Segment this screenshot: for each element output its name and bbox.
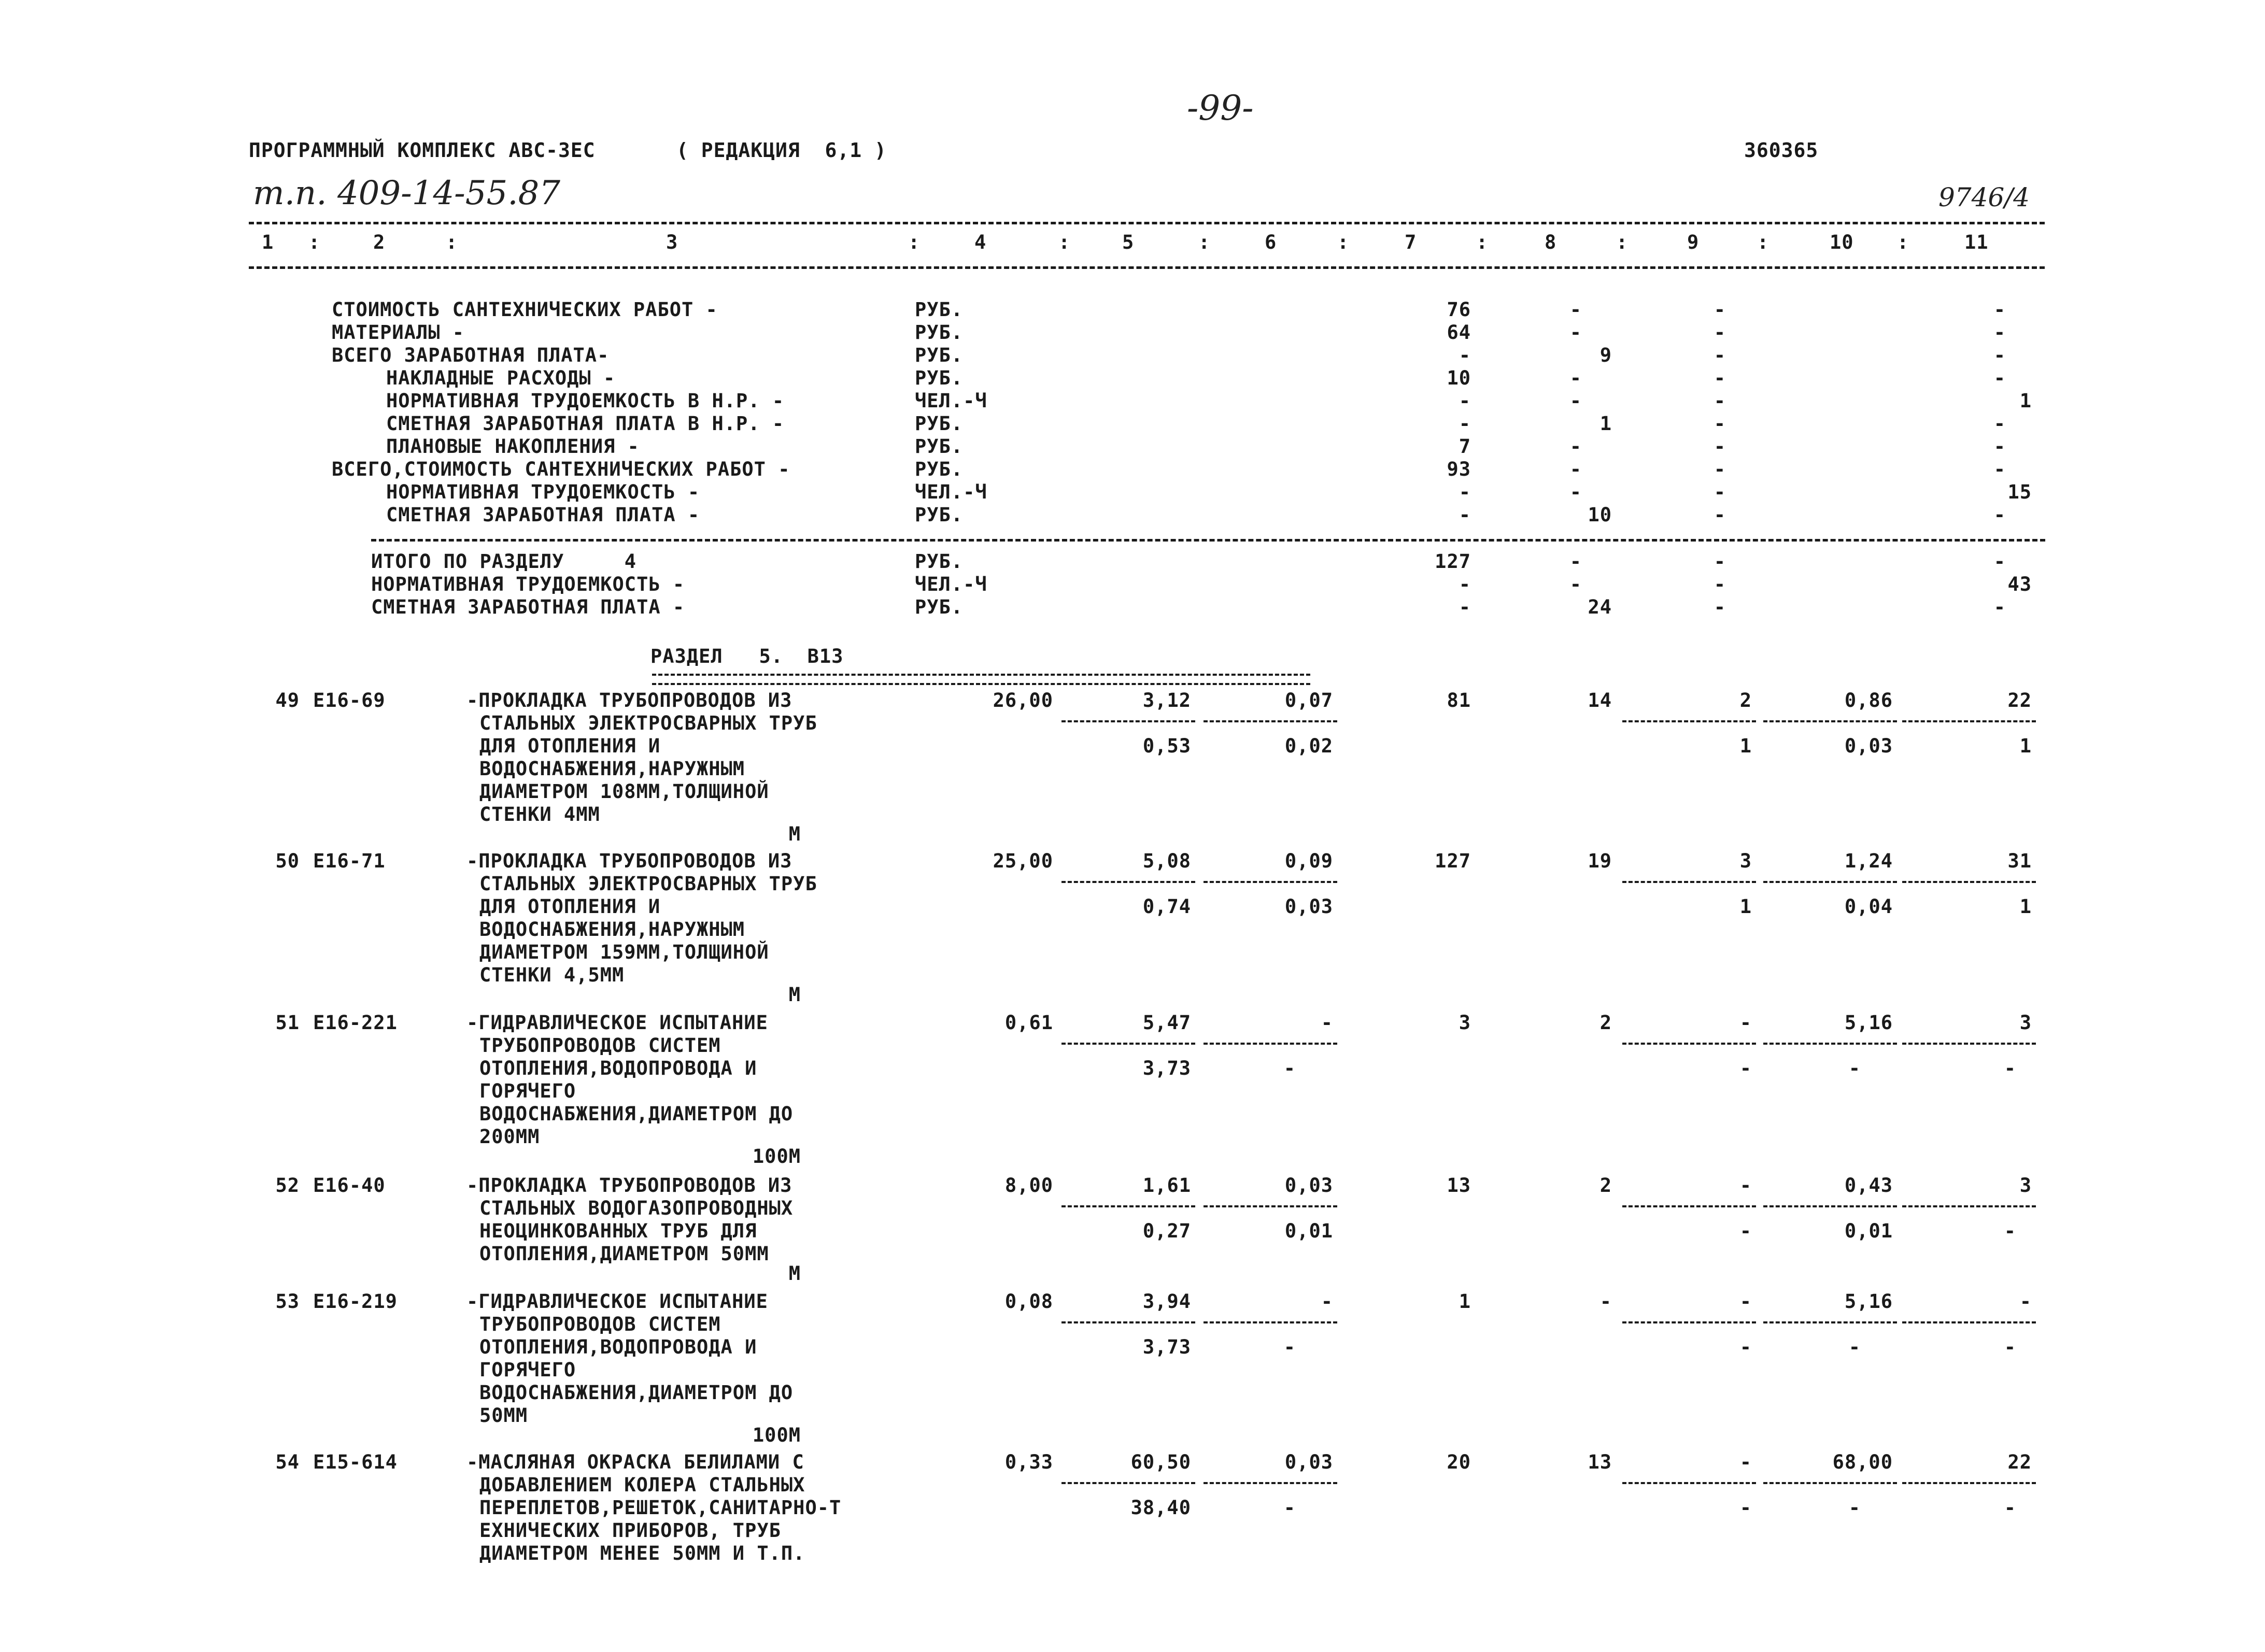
cell-divider [1204,881,1337,883]
item-c6: 0,07 [1284,689,1333,711]
item-c4: 8,00 [1004,1174,1053,1197]
item-c5-sub: 3,73 [1142,1336,1191,1358]
edition-label: ( РЕДАКЦИЯ 6,1 ) [676,139,887,162]
item-c11-sub: - [2004,1336,2016,1358]
cell-divider [1622,720,1756,722]
item-c6-sub: - [1283,1336,1296,1358]
item-c5-sub: 0,53 [1142,735,1191,757]
summary-c11: - [1993,458,2006,480]
summary-c8: - [1569,390,1582,412]
summary-c8: 10 [1588,504,1612,526]
item-description-line: ГОРЯЧЕГО [479,1080,576,1102]
cell-divider [1622,1482,1756,1484]
item-description-line: -ГИДРАВЛИЧЕСКОЕ ИСПЫТАНИЕ [466,1290,768,1313]
item-c7: 13 [1447,1174,1471,1197]
item-c6: - [1321,1290,1333,1313]
summary-c8: - [1569,458,1582,480]
cell-divider [1763,1043,1897,1045]
item-c4: 0,33 [1004,1451,1053,1473]
summary-c9: - [1714,412,1726,435]
item-code: Е16-69 [313,689,386,711]
item-c6: 0,09 [1284,850,1333,872]
col-sep: : [1476,231,1489,253]
item-description-line: ДИАМЕТРОМ 159ММ,ТОЛЩИНОЙ [479,941,769,963]
totals-c8: 24 [1588,596,1612,618]
section-underline [652,674,1310,685]
item-code: Е16-221 [313,1012,398,1034]
summary-c11: - [1993,321,2006,344]
summary-unit: РУБ. [915,321,964,344]
item-c10: 0,43 [1844,1174,1893,1197]
summary-c7: - [1459,344,1471,366]
item-description-line: ОТОПЛЕНИЯ,ДИАМЕТРОМ 50ММ [479,1243,769,1265]
item-c5: 3,94 [1142,1290,1191,1313]
summary-label: СТОИМОСТЬ САНТЕХНИЧЕСКИХ РАБОТ - [332,298,718,321]
item-number: 51 [275,1012,300,1034]
summary-label: НАКЛАДНЫЕ РАСХОДЫ - [386,367,616,389]
item-c10-sub: 0,01 [1844,1220,1893,1242]
item-c6-sub: - [1283,1497,1296,1519]
cell-divider [1061,1321,1195,1323]
summary-c9: - [1714,298,1726,321]
summary-c9: - [1714,435,1726,458]
item-c5-sub: 3,73 [1142,1057,1191,1079]
col-7: 7 [1405,231,1417,253]
col-sep: : [1337,231,1350,253]
totals-c7: - [1459,573,1471,595]
summary-c8: 1 [1599,412,1612,435]
item-c11-sub: - [2004,1057,2016,1079]
item-c10: 68,00 [1832,1451,1893,1473]
summary-c9: - [1714,458,1726,480]
item-description-line: ТРУБОПРОВОДОВ СИСТЕМ [479,1313,721,1335]
item-c7: 127 [1435,850,1471,872]
item-c10-sub: 0,03 [1844,735,1893,757]
summary-label: НОРМАТИВНАЯ ТРУДОЕМКОСТЬ В Н.Р. - [386,390,785,412]
item-description-line: ДИАМЕТРОМ МЕНЕЕ 50ММ И Т.П. [479,1542,805,1564]
summary-unit: РУБ. [915,435,964,458]
header-rule-bottom [249,266,2045,269]
col-3: 3 [666,231,678,253]
cell-divider [1902,1321,2036,1323]
col-9: 9 [1687,231,1700,253]
item-description-line: ВОДОСНАБЖЕНИЯ,ДИАМЕТРОМ ДО [479,1103,794,1125]
summary-c8: - [1569,298,1582,321]
item-description-line: ВОДОСНАБЖЕНИЯ,ДИАМЕТРОМ ДО [479,1382,794,1404]
section-title: РАЗДЕЛ 5. В13 [650,645,844,667]
col-2: 2 [373,231,386,253]
cell-divider [1204,1205,1337,1207]
col-10: 10 [1830,231,1854,253]
summary-unit: РУБ. [915,458,964,480]
doc-code: 360365 [1744,139,1819,162]
item-c9-sub: 1 [1739,735,1752,757]
item-c10-sub: - [1848,1057,1861,1079]
totals-unit: РУБ. [915,596,964,618]
cell-divider [1204,1482,1337,1484]
summary-c8: 9 [1599,344,1612,366]
item-c9-sub: - [1739,1057,1752,1079]
totals-c9: - [1714,596,1726,618]
item-c8: - [1599,1290,1612,1313]
item-c6: 0,03 [1284,1174,1333,1197]
summary-c11: 15 [2007,481,2032,503]
item-c7: 1 [1459,1290,1471,1313]
item-c9: 3 [1739,850,1752,872]
summary-label: НОРМАТИВНАЯ ТРУДОЕМКОСТЬ - [386,481,700,503]
item-number: 49 [275,689,300,711]
item-c11: 31 [2007,850,2032,872]
col-sep: : [446,231,458,253]
item-c5-sub: 0,74 [1142,895,1191,918]
item-c5: 5,47 [1142,1012,1191,1034]
summary-c11: 1 [2019,390,2032,412]
item-description-line: ТРУБОПРОВОДОВ СИСТЕМ [479,1034,721,1057]
item-description-line: -ПРОКЛАДКА ТРУБОПРОВОДОВ ИЗ [466,689,792,711]
col-sep: : [1757,231,1769,253]
summary-c7: 93 [1447,458,1471,480]
summary-c9: - [1714,344,1726,366]
summary-c9: - [1714,367,1726,389]
cell-divider [1622,1043,1756,1045]
cell-divider [1763,1205,1897,1207]
summary-c8: - [1569,481,1582,503]
summary-c7: 76 [1447,298,1471,321]
item-number: 53 [275,1290,300,1313]
item-c11: 3 [2019,1174,2032,1197]
item-c6-sub: - [1283,1057,1296,1079]
cell-divider [1204,1043,1337,1045]
item-description-line: ДЛЯ ОТОПЛЕНИЯ И [479,735,661,757]
item-c9: - [1739,1290,1752,1313]
summary-c8: - [1569,367,1582,389]
item-c4: 26,00 [993,689,1053,711]
item-description-line: -ПРОКЛАДКА ТРУБОПРОВОДОВ ИЗ [466,850,792,872]
item-c11: 22 [2007,689,2032,711]
summary-label: МАТЕРИАЛЫ - [332,321,465,344]
item-c11: - [2019,1290,2032,1313]
totals-c11: - [1993,550,2006,573]
summary-unit: РУБ. [915,367,964,389]
cell-divider [1061,1205,1195,1207]
summary-c8: - [1569,321,1582,344]
totals-rule [371,539,2045,542]
summary-c11: - [1993,344,2006,366]
cell-divider [1061,1482,1195,1484]
totals-c9: - [1714,550,1726,573]
item-c7: 20 [1447,1451,1471,1473]
item-c9-sub: - [1739,1220,1752,1242]
item-c4: 0,61 [1004,1012,1053,1034]
cell-divider [1902,1482,2036,1484]
item-c11-sub: - [2004,1220,2016,1242]
cell-divider [1622,881,1756,883]
item-c6: 0,03 [1284,1451,1333,1473]
project-ref: т.п. 409-14-55.87 [253,174,560,212]
item-description-line: СТАЛЬНЫХ ЭЛЕКТРОСВАРНЫХ ТРУБ [479,873,817,895]
summary-c7: - [1459,481,1471,503]
cell-divider [1902,720,2036,722]
totals-unit: ЧЕЛ.-Ч [915,573,987,595]
summary-unit: РУБ. [915,504,964,526]
item-c10: 0,86 [1844,689,1893,711]
item-unit: 100М [752,1145,801,1167]
summary-c7: 10 [1447,367,1471,389]
item-c10-sub: - [1848,1497,1861,1519]
item-c9-sub: - [1739,1497,1752,1519]
cell-divider [1061,881,1195,883]
col-4: 4 [974,231,987,253]
totals-c7: 127 [1435,550,1471,573]
totals-c8: - [1569,550,1582,573]
summary-c8: - [1569,435,1582,458]
summary-unit: ЧЕЛ.-Ч [915,390,987,412]
item-description-line: -ПРОКЛАДКА ТРУБОПРОВОДОВ ИЗ [466,1174,792,1197]
cell-divider [1902,1043,2036,1045]
item-c6-sub: 0,02 [1284,735,1333,757]
item-description-line: ВОДОСНАБЖЕНИЯ,НАРУЖНЫМ [479,758,745,780]
cell-divider [1204,720,1337,722]
cell-divider [1622,1321,1756,1323]
col-sep: : [908,231,921,253]
item-number: 54 [275,1451,300,1473]
item-c10-sub: 0,04 [1844,895,1893,918]
item-description-line: СТЕНКИ 4,5ММ [479,964,625,986]
summary-label: ПЛАНОВЫЕ НАКОПЛЕНИЯ - [386,435,640,458]
item-description-line: ОТОПЛЕНИЯ,ВОДОПРОВОДА И [479,1057,757,1079]
item-code: Е15-614 [313,1451,398,1473]
item-c9-sub: 1 [1739,895,1752,918]
item-description-line: ГОРЯЧЕГО [479,1359,576,1381]
item-c11: 3 [2019,1012,2032,1034]
summary-c11: - [1993,367,2006,389]
item-c5-sub: 0,27 [1142,1220,1191,1242]
totals-label: СМЕТНАЯ ЗАРАБОТНАЯ ПЛАТА - [371,596,685,618]
summary-c7: 7 [1459,435,1471,458]
summary-c7: - [1459,504,1471,526]
col-sep: : [1198,231,1211,253]
item-c5-sub: 38,40 [1130,1497,1191,1519]
item-c5: 3,12 [1142,689,1191,711]
summary-c11: - [1993,298,2006,321]
header-rule-top [249,222,2045,224]
item-c10: 5,16 [1844,1290,1893,1313]
summary-c7: - [1459,390,1471,412]
item-c9-sub: - [1739,1336,1752,1358]
col-sep: : [1058,231,1071,253]
col-1: 1 [262,231,274,253]
item-unit: М [788,984,801,1006]
summary-c11: - [1993,504,2006,526]
item-c5: 60,50 [1130,1451,1191,1473]
item-c9: - [1739,1451,1752,1473]
summary-c11: - [1993,412,2006,435]
item-description-line: ВОДОСНАБЖЕНИЯ,НАРУЖНЫМ [479,918,745,941]
totals-c9: - [1714,573,1726,595]
item-c10: 5,16 [1844,1012,1893,1034]
summary-c9: - [1714,321,1726,344]
item-code: Е16-40 [313,1174,386,1197]
totals-c11: - [1993,596,2006,618]
item-c6-sub: 0,03 [1284,895,1333,918]
item-description-line: НЕОЦИНКОВАННЫХ ТРУБ ДЛЯ [479,1220,757,1242]
cell-divider [1763,1482,1897,1484]
col-sep: : [308,231,321,253]
summary-label: ВСЕГО ЗАРАБОТНАЯ ПЛАТА- [332,344,610,366]
item-description-line: СТАЛЬНЫХ ВОДОГАЗОПРОВОДНЫХ [479,1197,794,1219]
item-c5: 5,08 [1142,850,1191,872]
summary-unit: ЧЕЛ.-Ч [915,481,987,503]
totals-label: ИТОГО ПО РАЗДЕЛУ 4 [371,550,637,573]
col-11: 11 [1964,231,1989,253]
summary-c9: - [1714,504,1726,526]
item-c11-sub: - [2004,1497,2016,1519]
cell-divider [1902,1205,2036,1207]
summary-c9: - [1714,390,1726,412]
item-description-line: 50ММ [479,1404,528,1427]
program-title: ПРОГРАММНЫЙ КОМПЛЕКС АВС-3ЕС [249,139,596,162]
col-6: 6 [1265,231,1277,253]
cell-divider [1061,1043,1195,1045]
item-description-line: ДЛЯ ОТОПЛЕНИЯ И [479,895,661,918]
summary-c9: - [1714,481,1726,503]
item-c4: 0,08 [1004,1290,1053,1313]
item-unit: М [788,823,801,845]
item-c11-sub: 1 [2019,735,2032,757]
item-c8: 13 [1588,1451,1612,1473]
item-c9: - [1739,1174,1752,1197]
cell-divider [1622,1205,1756,1207]
item-c6: - [1321,1012,1333,1034]
item-description-line: -МАСЛЯНАЯ ОКРАСКА БЕЛИЛАМИ С [466,1451,804,1473]
totals-c7: - [1459,596,1471,618]
item-c11: 22 [2007,1451,2032,1473]
item-c4: 25,00 [993,850,1053,872]
cell-divider [1763,720,1897,722]
totals-c8: - [1569,573,1582,595]
cell-divider [1763,881,1897,883]
item-description-line: ДОБАВЛЕНИЕМ КОЛЕРА СТАЛЬНЫХ [479,1474,805,1496]
totals-unit: РУБ. [915,550,964,573]
summary-c11: - [1993,435,2006,458]
totals-label: НОРМАТИВНАЯ ТРУДОЕМКОСТЬ - [371,573,685,595]
cell-divider [1204,1321,1337,1323]
item-description-line: СТАЛЬНЫХ ЭЛЕКТРОСВАРНЫХ ТРУБ [479,712,817,734]
item-code: Е16-71 [313,850,386,872]
item-c9: 2 [1739,689,1752,711]
item-c8: 19 [1588,850,1612,872]
item-number: 52 [275,1174,300,1197]
summary-c7: 64 [1447,321,1471,344]
item-c7: 81 [1447,689,1471,711]
col-5: 5 [1122,231,1135,253]
item-c9: - [1739,1012,1752,1034]
summary-label: ВСЕГО,СТОИМОСТЬ САНТЕХНИЧЕСКИХ РАБОТ - [332,458,790,480]
item-c6-sub: 0,01 [1284,1220,1333,1242]
summary-unit: РУБ. [915,412,964,435]
item-c5: 1,61 [1142,1174,1191,1197]
item-c7: 3 [1459,1012,1471,1034]
item-c11-sub: 1 [2019,895,2032,918]
item-unit: 100М [752,1424,801,1446]
summary-c7: - [1459,412,1471,435]
cell-divider [1763,1321,1897,1323]
totals-c11: 43 [2007,573,2032,595]
cell-divider [1902,881,2036,883]
item-c8: 2 [1599,1012,1612,1034]
item-c8: 2 [1599,1174,1612,1197]
cell-divider [1061,720,1195,722]
item-description-line: ОТОПЛЕНИЯ,ВОДОПРОВОДА И [479,1336,757,1358]
item-description-line: ДИАМЕТРОМ 108ММ,ТОЛЩИНОЙ [479,780,769,803]
sheet-ref: 9746/4 [1938,182,2030,212]
col-sep: : [1897,231,1909,253]
col-8: 8 [1545,231,1557,253]
page-number: -99- [1187,88,1254,128]
summary-unit: РУБ. [915,344,964,366]
summary-label: СМЕТНАЯ ЗАРАБОТНАЯ ПЛАТА - [386,504,700,526]
item-description-line: ПЕРЕПЛЕТОВ,РЕШЕТОК,САНИТАРНО-Т [479,1497,842,1519]
item-description-line: -ГИДРАВЛИЧЕСКОЕ ИСПЫТАНИЕ [466,1012,768,1034]
item-code: Е16-219 [313,1290,398,1313]
item-description-line: 200ММ [479,1126,540,1148]
col-sep: : [1616,231,1629,253]
item-c8: 14 [1588,689,1612,711]
item-c10-sub: - [1848,1336,1861,1358]
item-unit: М [788,1262,801,1285]
item-number: 50 [275,850,300,872]
item-description-line: ЕХНИЧЕСКИХ ПРИБОРОВ, ТРУБ [479,1519,781,1542]
summary-unit: РУБ. [915,298,964,321]
item-c10: 1,24 [1844,850,1893,872]
item-description-line: СТЕНКИ 4ММ [479,803,600,825]
summary-label: СМЕТНАЯ ЗАРАБОТНАЯ ПЛАТА В Н.Р. - [386,412,785,435]
